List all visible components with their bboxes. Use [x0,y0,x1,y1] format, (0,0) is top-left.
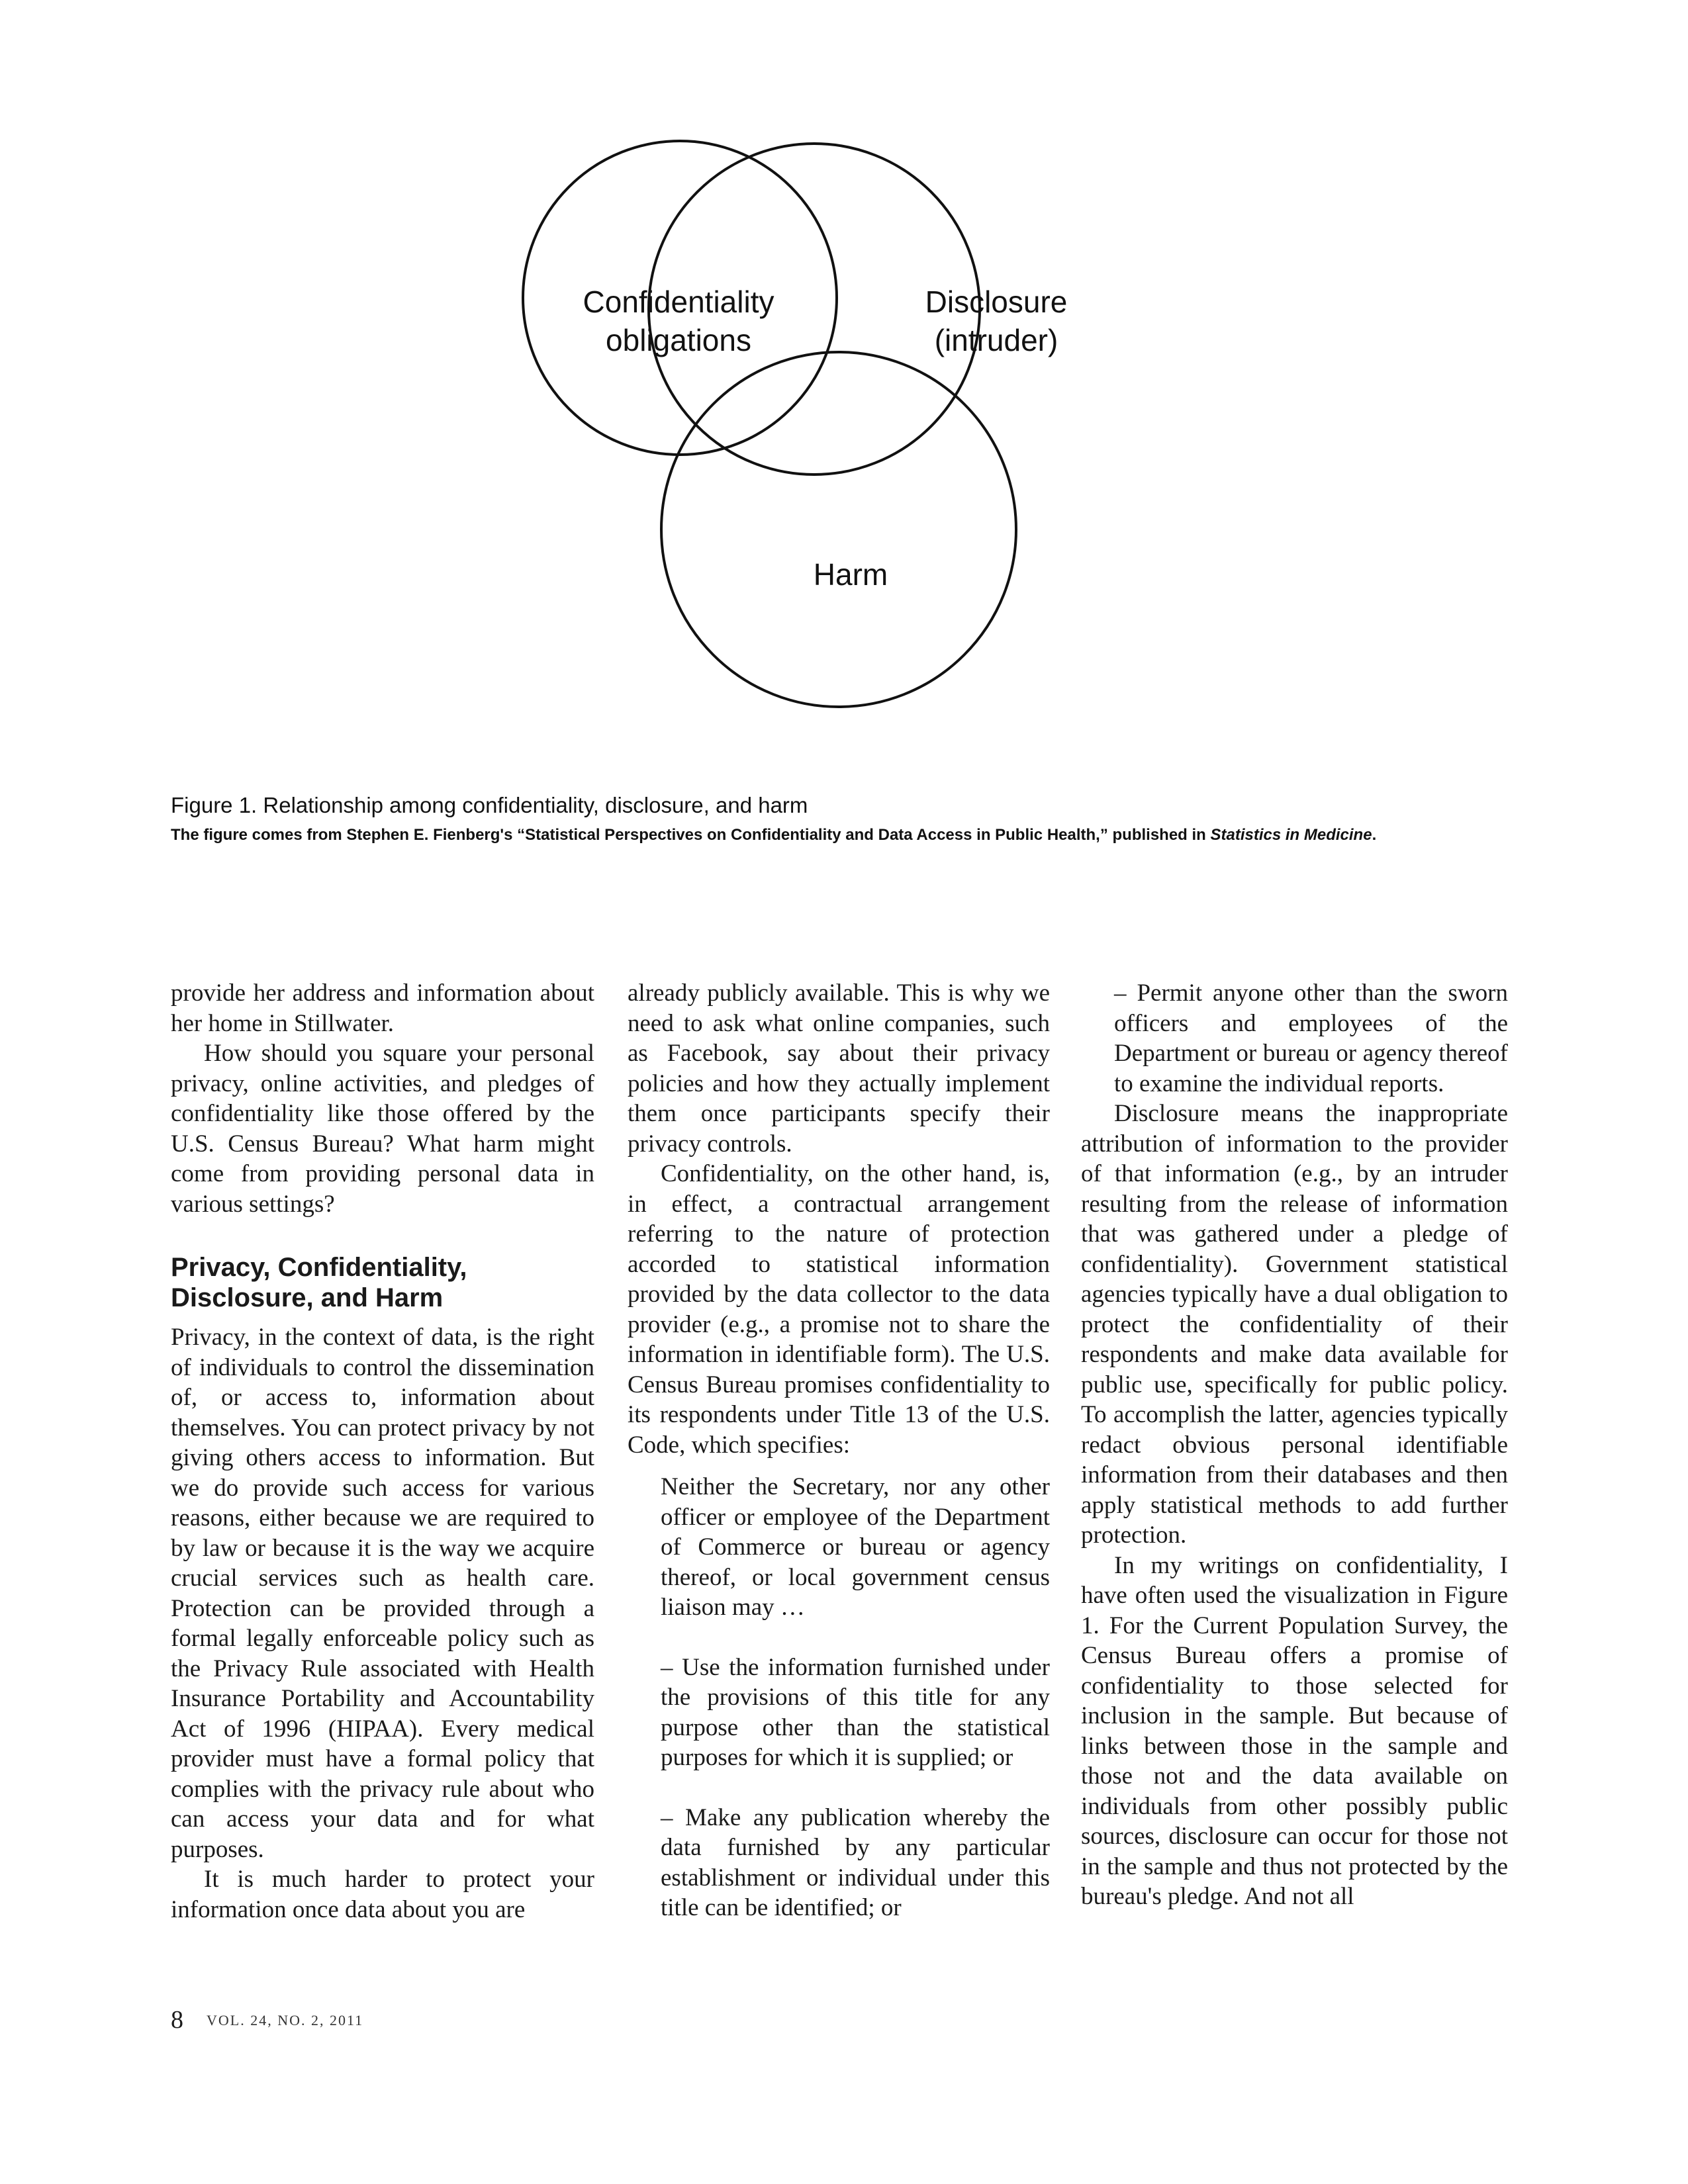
figure-caption-title: Figure 1. Relationship among confidentiality, disclosure, and harm [171,793,808,817]
venn-label-disclosure-2: (intruder) [934,323,1058,357]
quote-paragraph: – Permit anyone other than the sworn officers and employees of the Department or bureau or agency thereof to examine the individual reports. [1114,979,1508,1097]
paragraph: In my writings on confidentiality, I have often used the visualization in Figure 1. For the Current Population Survey, the Census Bureau offers a promise of confidentiality to those selected for inclusion in the sample. But because of links between those in the sample and those not and the data available on individuals from other possibly public sources, disclosure can occur for those not in the sample and thus not protected by the bureau's pledge. And not all [1081,1551,1508,1910]
venn-label-disclosure-1: Disclosure [925,285,1068,319]
paragraph: provide her address and information about her home in Stillwater. [171,979,594,1037]
quote-paragraph: – Make any publication whereby the data furnished by any particular establishment or individual under this title can be identified; or [661,1803,1050,1921]
quote-paragraph: Neither the Secretary, nor any other officer or employee of the Department of Commerce or bureau or agency thereof, or local government census liaison may … [661,1473,1050,1621]
caption-source-journal: Statistics in Medicine [1210,826,1372,844]
quote-paragraph: – Use the information furnished under the provisions of this title for any purpose other than the statistical purposes for which it is supplied; or [661,1653,1050,1771]
block-quote [1114,978,1508,1099]
column-1 [171,978,594,1925]
venn-label-confidentiality-2: obligations [606,323,751,357]
section-heading: Privacy, Confidentiality, Disclosure, and Harm [171,1253,467,1312]
venn-label-confidentiality-1: Confidentiality [583,285,774,319]
venn-circle-harm [661,352,1016,707]
column-2 [628,978,1050,1923]
caption-source-prefix: The figure comes from Stephen E. Fienberg's “Statistical Perspectives on Confidentiality and Data Access in Public Health,” published in [171,826,1211,844]
page-number: 8 [171,2006,183,2034]
figure-caption-source [171,826,1376,844]
caption-source-suffix: . [1372,826,1377,844]
paragraph: already publicly available. This is why we need to ask what online companies, such as Facebook, say about their privacy policies and how they actually implement them once participants specify their privacy controls. [628,979,1050,1158]
journal-volume: VOL. 24, NO. 2, 2011 [207,2012,364,2028]
paragraph: Confidentiality, on the other hand, is, in effect, a contractual arrangement referring to the nature of protection accorded to statistical information provided by the data collector to the data provider (e.g., a promise not to share the information in identifiable form). The U.S. Census Bureau promises confidentiality to its respondents under Title 13 of the U.S. Code, which specifies: [628,1160,1050,1459]
paragraph: How should you square your personal privacy, online activities, and pledges of confidentiality like those offered by the U.S. Census Bureau? What harm might come from providing personal data in various settings? [171,1040,594,1218]
paragraph: Disclosure means the inappropriate attribution of information to the provider of that information (e.g., by an intruder resulting from the release of information that was gathered under a pledge of confidentiality). Government statistical agencies typically have a dual obligation to protect the confidentiality of their respondents and make data available for public use, specifically for public policy. To accomplish the latter, agencies typically redact obvious personal identifiable information from their databases and then apply statistical methods to add further protection. [1081,1100,1508,1549]
paragraph: Privacy, in the context of data, is the right of individuals to control the dissemination of, or access to, information about themselves. You can protect privacy by not giving others access to information. But we do provide such access for various reasons, either because we are required to by law or because it is the way we acquire crucial services such as health care. Protection can be provided through a formal legally enforceable policy such as the Privacy Rule associated with Health Insurance Portability and Accountability Act of 1996 (HIPAA). Every medical provider must have a formal policy that complies with the privacy rule about who can access your data and for what purposes. [171,1324,594,1863]
paragraph: It is much harder to protect your information once data about you are [171,1866,594,1923]
venn-diagram [516,106,1192,768]
block-quote [661,1472,1050,1923]
venn-label-harm: Harm [813,557,888,592]
column-3 [1081,978,1508,1912]
